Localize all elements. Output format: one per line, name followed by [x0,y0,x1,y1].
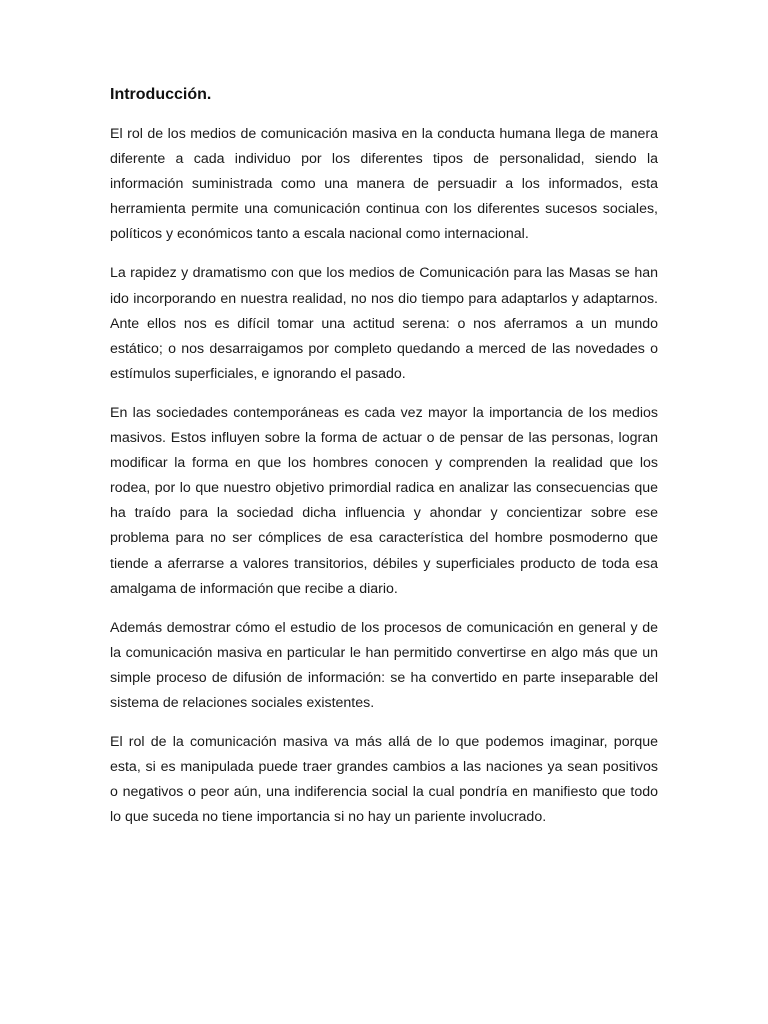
paragraph-3: En las sociedades contemporáneas es cada vez mayor la importancia de los medios masivos. Estos influyen sobre la forma de actuar o de pensar de las personas, logran modificar la forma en que los hombres conocen y comprenden la realidad que los rodea, por lo que nuestro objetivo primordial radica en analizar las consecuencias que ha traído para la sociedad dicha influencia y ahondar y concientizar sobre ese problema para no ser cómplices de esa característica del hombre posmoderno que tiende a aferrarse a valores transitorios, débiles y superficiales producto de toda esa amalgama de información que recibe a diario. [110,404,658,597]
paragraph-5: El rol de la comunicación masiva va más allá de lo que podemos imaginar, porque esta, si es manipulada puede traer grandes cambios a las naciones ya sean positivos o negativos o peor aún, una indiferencia social la cual pondría en manifiesto que todo lo que suceda no tiene importancia si no hay un pariente involucrado. [110,734,658,826]
paragraph-1: El rol de los medios de comunicación masiva en la conducta humana llega de manera diferente a cada individuo por los diferentes tipos de personalidad, siendo la información suministrada como una manera de persuadir a los informados, esta herramienta permite una comunicación continua con los diferentes sucesos sociales, políticos y económicos tanto a escala nacional como internacional. [110,126,658,243]
page-title: Introducción. [110,86,212,103]
paragraph-4: Además demostrar cómo el estudio de los procesos de comunicación en general y de la comunicación masiva en particular le han permitido convertirse en algo más que un simple proceso de difusión de información: se ha convertido en parte inseparable del sistema de relaciones sociales existentes. [110,619,658,711]
paragraph-2: La rapidez y dramatismo con que los medios de Comunicación para las Masas se han ido incorporando en nuestra realidad, no nos dio tiempo para adaptarlos y adaptarnos. Ante ellos nos es difícil tomar una actitud serena: o nos aferramos a un mundo estático; o nos desarraigamos por completo quedando a merced de las novedades o estímulos superficiales, e ignorando el pasado. [110,265,658,382]
document-body [110,82,658,844]
